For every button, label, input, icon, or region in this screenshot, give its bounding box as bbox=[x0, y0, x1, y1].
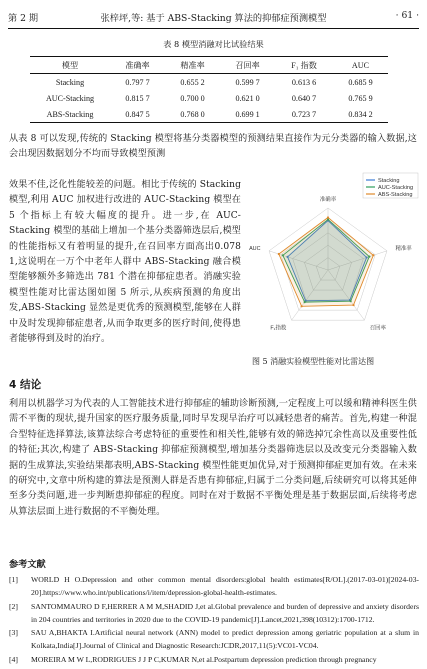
reference-text: SANTOMMAURO D F,HERRER A M M,SHADID J,et al.Global prevalence and burden of depressive and anxiety disorders in 204 countries and territories in 2020 due to the COVID-19 pandemic[J].Lancet,2021,398(10312):1700-1712. bbox=[31, 601, 419, 624]
reference-text: WORLD H O.Depression and other common mental disorders:global health estimates[R/OL].(2017-03-01)[2024-03-20].https://www.who.int/publications/i/item/depression-global-health-estimates. bbox=[31, 575, 419, 598]
reference-item bbox=[9, 626, 419, 653]
radar-legend-label: ABS-Stacking bbox=[378, 192, 413, 198]
references-heading: 参考文献 bbox=[9, 559, 46, 570]
table-cell: ABS-Stacking bbox=[30, 106, 110, 123]
table-cell: 0.847 5 bbox=[110, 106, 165, 123]
radar-data-point bbox=[352, 304, 354, 306]
radar-data-point bbox=[372, 254, 374, 256]
running-header bbox=[8, 10, 419, 24]
radar-data-point bbox=[301, 305, 303, 307]
table-cell: Stacking bbox=[55, 77, 85, 87]
reference-number: [1] bbox=[9, 575, 18, 584]
table-row bbox=[30, 90, 388, 106]
header-rule bbox=[8, 28, 419, 29]
table-cell: 0.723 7 bbox=[275, 106, 333, 123]
table-cell: 0.765 9 bbox=[348, 93, 373, 103]
reference-item bbox=[9, 653, 419, 666]
table-row bbox=[30, 74, 388, 91]
reference-number: [2] bbox=[9, 601, 18, 611]
radar-data-point bbox=[278, 253, 280, 255]
radar-legend-label: Stacking bbox=[378, 178, 400, 184]
col-header: F₁ 指数 bbox=[275, 57, 333, 74]
running-title: 张梓坪,等: 基于 ABS-Stacking 算法的抑郁症预测模型 bbox=[100, 13, 327, 24]
col-header: 召回率 bbox=[220, 57, 275, 74]
radar-chart bbox=[248, 170, 420, 350]
reference-item bbox=[9, 573, 419, 600]
radar-axis-label: 准确率 bbox=[319, 197, 337, 203]
table-caption: 表 8 模型消融对比试验结果 bbox=[163, 39, 264, 49]
table-row bbox=[30, 106, 388, 123]
section-heading: 4 结论 bbox=[9, 379, 42, 391]
reference-number: [3] bbox=[9, 628, 18, 638]
results-table bbox=[30, 56, 388, 123]
radar-axis-label: AUC bbox=[249, 246, 261, 253]
radar-axis-label: 精准率 bbox=[395, 246, 412, 253]
paragraph-conclusion: 利用以机器学习为代表的人工智能技术进行抑郁症的辅助诊断预测,一定程度上可以缓和精神科医生供需不平衡的现状,提升国家的医疗服务质量,同时早发现早治疗可以减轻患者的痛苦。首先,构建一种混合型特征选择算法,该算法综合考虑特征的重要性和相关性,能够有效的筛选掉冗余性高以及重要性低的特征;其次,构建了 ABS-Stacking 抑郁症预测模型,增加基分类器筛选层以及改变元分类器输入数据的生成算法,实验结果都表明,ABS-Stacking 模型性能更加优异,对于预测抑郁症更加有效。在未来的研究中,文章中所构建的算法是预测人群是否患有抑郁症,归属于二分类问题,后续研究可以将其延伸至多分类问题,进一步判断患抑郁症的程度。同时在对于数据不平衡处理是基于数据层面,后续将考虑从算法层面上进行数据的不平衡处理。 bbox=[9, 399, 417, 517]
radar-data-point bbox=[327, 216, 329, 218]
radar-axis-label: 召回率 bbox=[369, 325, 386, 332]
table-cell: 0.599 7 bbox=[235, 77, 260, 87]
table-cell: 0.834 2 bbox=[333, 106, 388, 123]
table-cell: 0.700 0 bbox=[180, 93, 205, 103]
table-cell: 0.699 1 bbox=[220, 106, 275, 123]
paragraph-table-discussion-head: 从表 8 可以发现,传统的 Stacking 模型将基分类器模型的预测结果直接作为元分类器的输入数据,这会出现因数据划分不均而导致模型预测 bbox=[9, 134, 417, 160]
col-header: 模型 bbox=[30, 57, 110, 74]
col-header: AUC bbox=[333, 57, 388, 74]
reference-item bbox=[9, 600, 419, 627]
reference-list bbox=[9, 573, 419, 666]
reference-text: SAU A,BHAKTA I.Artificial neural network (ANN) model to predict depression among geriatric population at a slum in Kolkata,India[J].Journal of Clinical and Diagnostic Research:JCDR,2017,11(5):VC01-VC04. bbox=[31, 628, 419, 651]
table-cell: 0.815 7 bbox=[125, 93, 150, 103]
col-header: 准确率 bbox=[110, 57, 165, 74]
table-cell: 0.621 0 bbox=[235, 93, 260, 103]
table-cell: 0.640 7 bbox=[291, 93, 317, 103]
table-cell: 0.685 9 bbox=[348, 77, 373, 87]
radar-legend-label: AUC-Stacking bbox=[378, 185, 414, 191]
radar-axis-label: F₁指数 bbox=[270, 325, 287, 332]
issue-number: 第 2 期 bbox=[8, 13, 39, 24]
page-number: · 61 · bbox=[395, 10, 419, 21]
reference-number: [4] bbox=[9, 654, 18, 664]
table-cell: 0.655 2 bbox=[180, 77, 205, 87]
table-cell: 0.797 7 bbox=[125, 77, 150, 87]
reference-text: MOREIRA M W L,RODRIGUES J J P C,KUMAR N,et al.Postpartum depression prediction through pregnancy bbox=[31, 654, 377, 664]
table-cell: 0.613 6 bbox=[291, 77, 317, 87]
col-header: 精准率 bbox=[165, 57, 220, 74]
table-cell: 0.768 0 bbox=[165, 106, 220, 123]
table-header-row bbox=[30, 57, 388, 74]
table-cell: AUC-Stacking bbox=[45, 93, 95, 103]
figure-caption: 图 5 消融实验模型性能对比雷达图 bbox=[252, 357, 375, 366]
paragraph-table-discussion: 效果不佳,泛化性能较差的问题。相比于传统的 Stacking 模型,利用 AUC 加权进行改进的 AUC-Stacking 模型在 5 个指标上有较大幅度的提升。进一步,在 AUC-Stacking 模型的基础上增加一个基分类器筛选层后,模型的性能指标又有着明显的提升,在召回率方面高出0.078 1,这说明在一万个中老年人群中 ABS-Stacking 融合模型能够额外多筛选出 781 个潜在抑郁症患者。消融实验模型性能对比雷达图如图 5 所示,从疾病预测的角度出发,ABS-Stacking 显然是更优秀的预测模型,能够在人群中及时发现抑郁症患者,从而争取更多的医疗时间,使得患者能够得到及时的治疗。 bbox=[9, 180, 241, 345]
